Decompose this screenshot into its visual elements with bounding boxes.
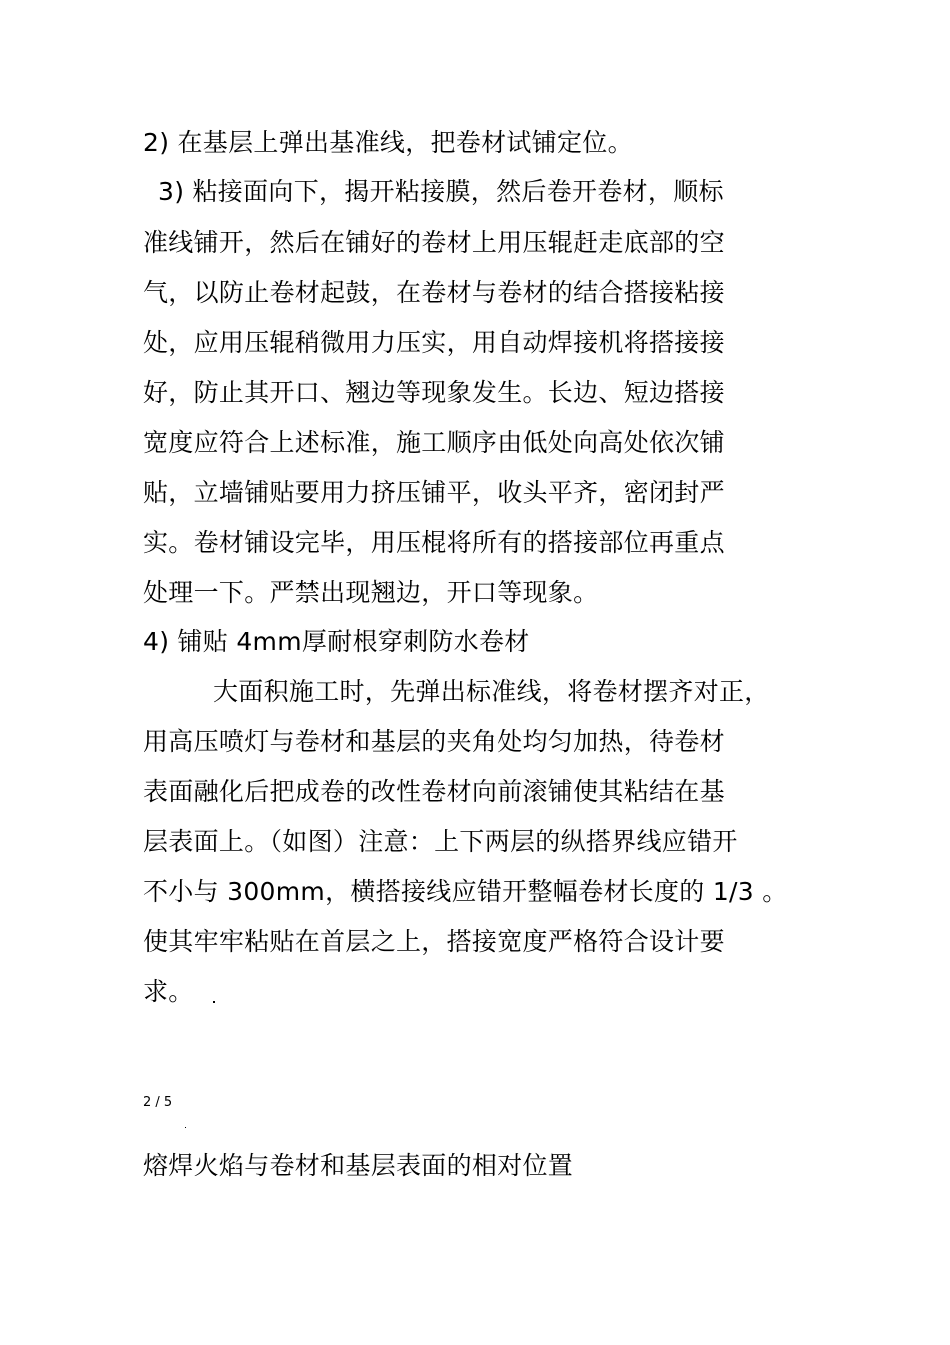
paragraph-line: 4) 铺贴 4mm厚耐根穿刺防水卷材: [143, 627, 530, 656]
figure-caption: 熔焊火焰与卷材和基层表面的相对位置: [143, 1151, 574, 1180]
paragraph-line: 使其牢牢粘贴在首层之上，搭接宽度严格符合设计要: [143, 927, 725, 956]
paragraph-line: 处，应用压辊稍微用力压实，用自动焊接机将搭接接: [143, 328, 725, 357]
paragraph-line: 不小与 300mm，横搭接线应错开整幅卷材长度的 1/3 。: [143, 877, 788, 906]
paragraph-line: 好，防止其开口、翘边等现象发生。长边、短边搭接: [143, 378, 725, 407]
paragraph-line: 宽度应符合上述标准，施工顺序由低处向高处依次铺: [143, 428, 725, 457]
paragraph-line: 气，以防止卷材起鼓，在卷材与卷材的结合搭接粘接: [143, 278, 725, 307]
paragraph-line: 处理一下。严禁出现翘边，开口等现象。: [143, 578, 599, 607]
stray-dot: [185, 1127, 186, 1128]
paragraph-line: 表面融化后把成卷的改性卷材向前滚铺使其粘结在基: [143, 777, 725, 806]
paragraph-line: 用高压喷灯与卷材和基层的夹角处均匀加热，待卷材: [143, 727, 725, 756]
paragraph-line: 准线铺开，然后在铺好的卷材上用压辊赶走底部的空: [143, 228, 725, 257]
paragraph-line: 2) 在基层上弹出基准线，把卷材试铺定位。: [143, 128, 633, 157]
paragraph-line: 大面积施工时，先弹出标准线，将卷材摆齐对正，: [213, 677, 770, 706]
paragraph-line: 层表面上。（如图）注意：上下两层的纵搭界线应错开: [143, 827, 738, 856]
paragraph-line: 3) 粘接面向下，揭开粘接膜，然后卷开卷材，顺标: [158, 177, 724, 206]
page-number: 2 / 5: [143, 1095, 173, 1110]
stray-dot: [213, 1001, 215, 1003]
paragraph-line: 贴，立墙铺贴要用力挤压铺平，收头平齐，密闭封严: [143, 478, 725, 507]
paragraph-line: 实。卷材铺设完毕，用压棍将所有的搭接部位再重点: [143, 528, 725, 557]
paragraph-line: 求。: [143, 977, 194, 1006]
